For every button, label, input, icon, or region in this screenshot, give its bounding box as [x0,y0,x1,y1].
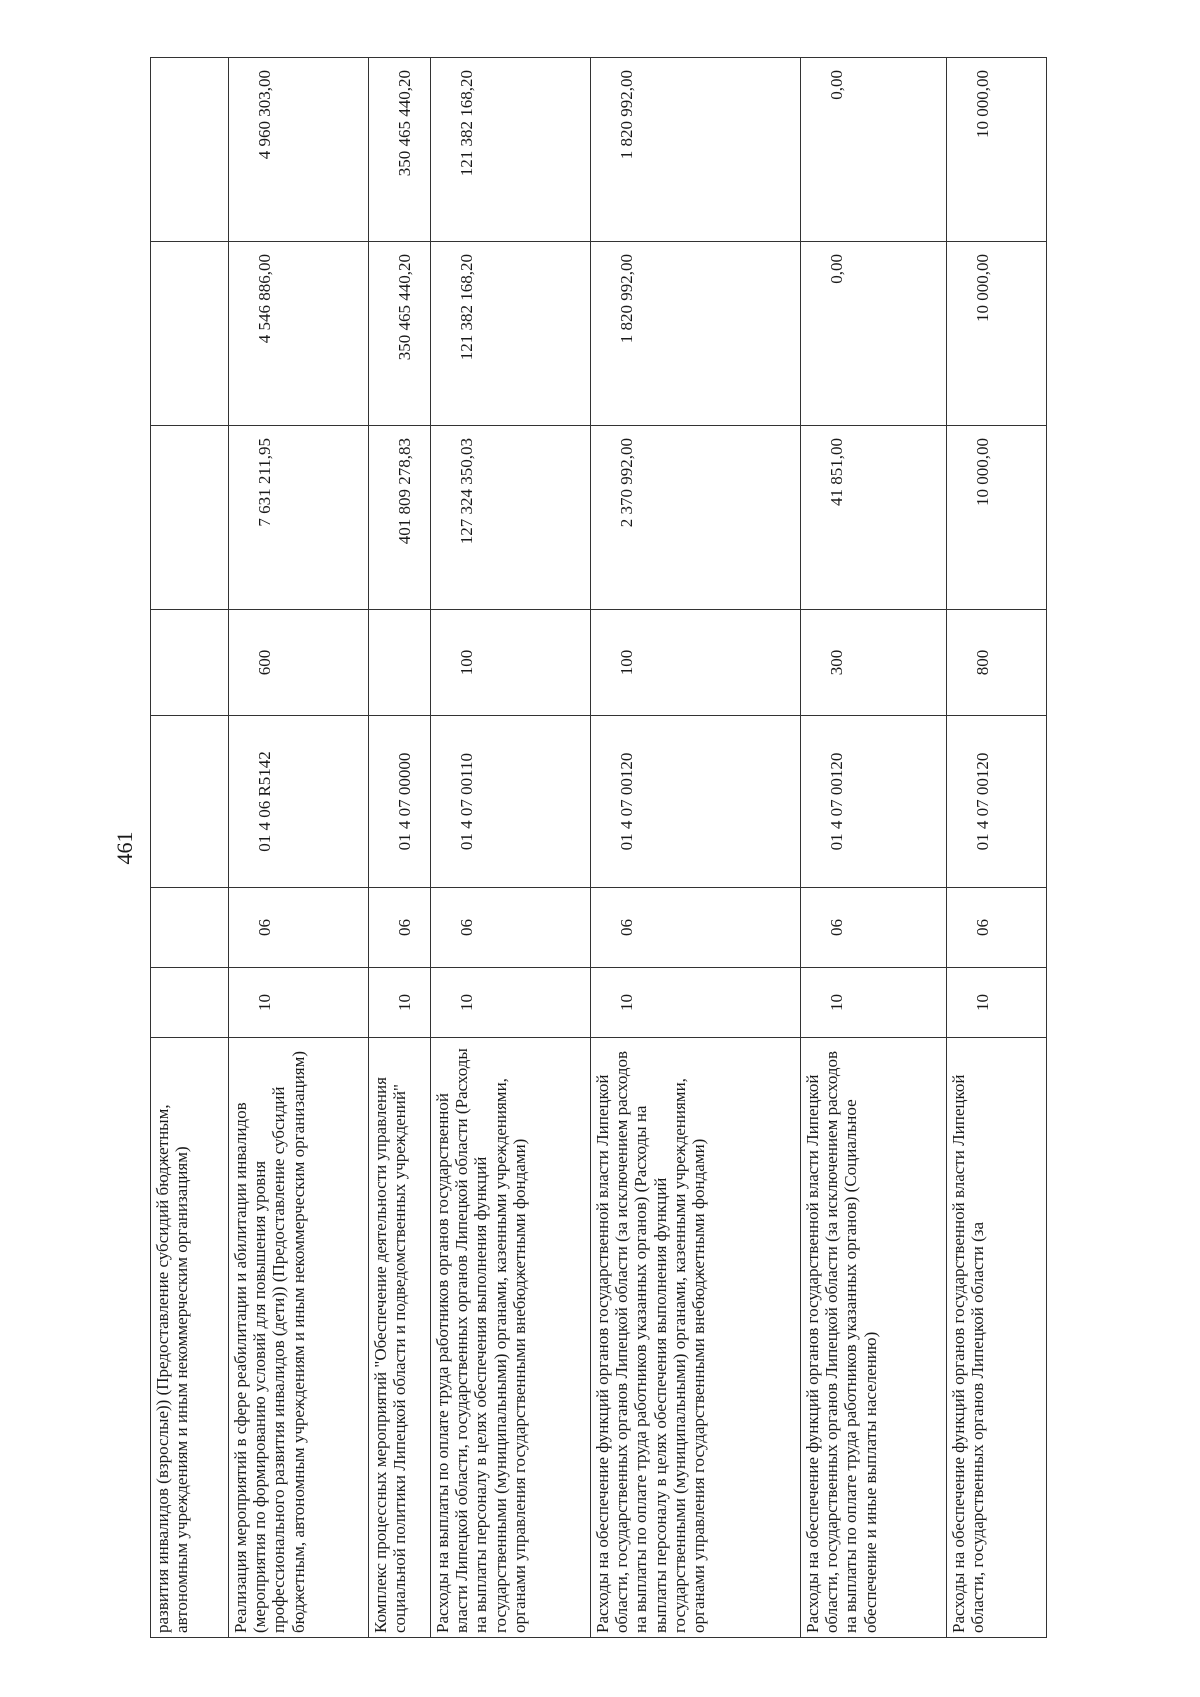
amount-year-2 [151,242,229,426]
amount-year-3 [151,58,229,242]
subsection-code: 06 [431,888,591,968]
table-body [151,58,1047,1638]
target-code: 01 4 07 00000 [369,716,431,888]
amount-year-3: 1 820 992,00 [591,58,801,242]
amount-year-1: 127 324 350,03 [431,426,591,610]
subsection-code: 06 [801,888,947,968]
expense-type-code: 600 [229,610,369,716]
subsection-code [151,888,229,968]
table-row [229,58,369,1638]
section-code [151,968,229,1038]
subsection-code: 06 [369,888,431,968]
amount-year-3: 4 960 303,00 [229,58,369,242]
subsection-code: 06 [591,888,801,968]
section-code: 10 [947,968,1047,1038]
table-row [947,58,1047,1638]
target-code: 01 4 07 00120 [801,716,947,888]
amount-year-3: 121 382 168,20 [431,58,591,242]
amount-year-2: 4 546 886,00 [229,242,369,426]
amount-year-2: 121 382 168,20 [431,242,591,426]
amount-year-1: 41 851,00 [801,426,947,610]
rotated-page [112,58,1065,1638]
amount-year-2: 0,00 [801,242,947,426]
row-description: Расходы на обеспечение функций органов государственной власти Липецкой области, государственных органов Липецкой области (за исключением расходов на выплаты по оплате труда работников указанных органов) (Расходы на выплаты персоналу в целях обеспечения выполнения функций государственными (муниципальными) органами, казенными учреждениями, органами управления государственными внебюджетными фондами) [591,1038,801,1638]
row-description: Расходы на выплаты по оплате труда работников органов государственной власти Липецкой области, государственных органов Липецкой области (Расходы на выплаты персоналу в целях обеспечения выполнения функций государственными (муниципальными) органами, казенными учреждениями, органами управления государственными внебюджетными фондами) [431,1038,591,1638]
budget-table [150,57,1047,1638]
row-description: Реализация мероприятий в сфере реабилитации и абилитации инвалидов (мероприятия по формированию условий для повышения уровня профессионального развития инвалидов (дети)) (Предоставление субсидий бюджетным, автономным учреждениям и иным некоммерческим организациям) [229,1038,369,1638]
amount-year-3: 10 000,00 [947,58,1047,242]
page-number: 461 [112,831,137,865]
expense-type-code: 800 [947,610,1047,716]
expense-type-code [151,610,229,716]
table-row [369,58,431,1638]
amount-year-2: 350 465 440,20 [369,242,431,426]
target-code: 01 4 07 00110 [431,716,591,888]
row-description: Комплекс процессных мероприятий "Обеспечение деятельности управления социальной политики Липецкой области и подведомственных учреждений" [369,1038,431,1638]
row-description: развития инвалидов (взрослые)) (Предоставление субсидий бюджетным, автономным учреждениям и иным некоммерческим организациям) [151,1038,229,1638]
section-code: 10 [431,968,591,1038]
amount-year-1: 2 370 992,00 [591,426,801,610]
amount-year-2: 1 820 992,00 [591,242,801,426]
table-row [801,58,947,1638]
target-code: 01 4 07 00120 [947,716,1047,888]
amount-year-1 [151,426,229,610]
section-code: 10 [229,968,369,1038]
expense-type-code: 100 [431,610,591,716]
row-description: Расходы на обеспечение функций органов государственной власти Липецкой области, государственных органов Липецкой области (за [947,1038,1047,1638]
amount-year-1: 7 631 211,95 [229,426,369,610]
target-code: 01 4 06 R5142 [229,716,369,888]
row-description: Расходы на обеспечение функций органов государственной власти Липецкой области, государственных органов Липецкой области (за исключением расходов на выплаты по оплате труда работников указанных органов) (Социальное обеспечение и иные выплаты населению) [801,1038,947,1638]
table-row [431,58,591,1638]
subsection-code: 06 [229,888,369,968]
amount-year-1: 10 000,00 [947,426,1047,610]
section-code: 10 [369,968,431,1038]
section-code: 10 [591,968,801,1038]
amount-year-1: 401 809 278,83 [369,426,431,610]
amount-year-3: 350 465 440,20 [369,58,431,242]
amount-year-2: 10 000,00 [947,242,1047,426]
table-row [591,58,801,1638]
table-row [151,58,229,1638]
expense-type-code: 300 [801,610,947,716]
subsection-code: 06 [947,888,1047,968]
expense-type-code: 100 [591,610,801,716]
target-code [151,716,229,888]
amount-year-3: 0,00 [801,58,947,242]
target-code: 01 4 07 00120 [591,716,801,888]
expense-type-code [369,610,431,716]
section-code: 10 [801,968,947,1038]
